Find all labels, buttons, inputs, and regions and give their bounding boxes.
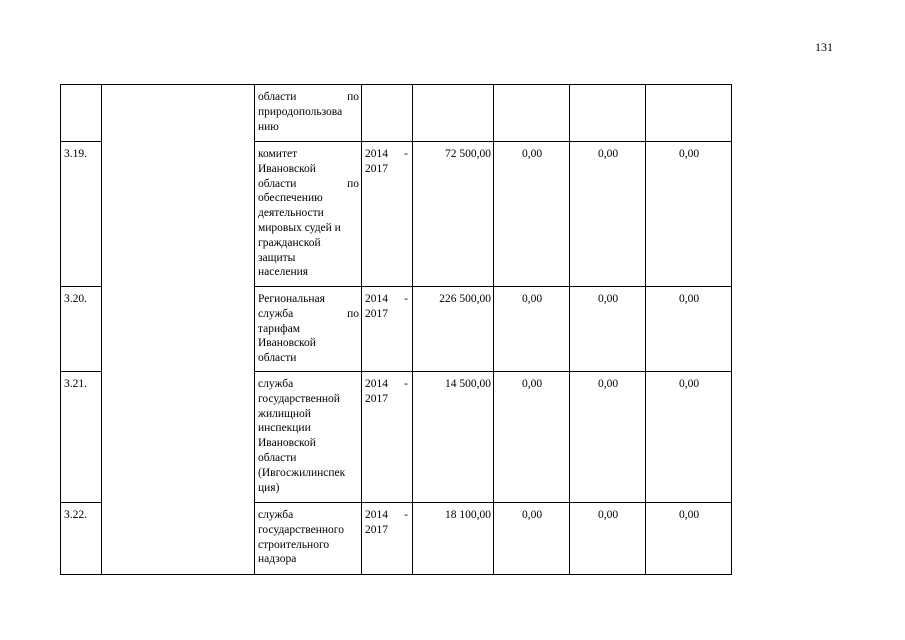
executor-name-word: государственного	[258, 523, 344, 536]
executor-name-line	[258, 265, 359, 280]
executor-name-word: тарифам	[258, 322, 301, 335]
executor-name-line	[258, 421, 359, 436]
period-end: 2017	[365, 162, 388, 175]
executor-name-word: служба	[258, 378, 294, 390]
amount-v3	[646, 85, 732, 142]
amount-v1	[494, 85, 570, 142]
executor-name-line	[258, 466, 359, 481]
executor-name-line	[258, 407, 359, 422]
executor-name	[255, 372, 362, 503]
executor-name-word: области	[258, 451, 297, 464]
amount-v1: 0,00	[494, 372, 570, 503]
executor-name-line	[258, 191, 359, 206]
executor-name-line	[258, 147, 359, 162]
amount-v3: 0,00	[646, 142, 732, 287]
executor-name-line	[258, 307, 359, 322]
executor-name-line	[258, 236, 359, 251]
executor-name-word: Ивановской	[258, 437, 316, 450]
executor-name-line	[258, 206, 359, 221]
executor-name-line	[258, 90, 359, 105]
executor-name-word: по	[347, 307, 359, 320]
executor-name-line	[258, 105, 359, 120]
executor-name-word: Ивановской	[258, 337, 316, 350]
executor-name-word: (Ивгосжилинспек	[258, 466, 346, 479]
executor-name-word: природопользова	[258, 105, 343, 118]
executor-name-line	[258, 162, 359, 177]
executor-name-word: надзора	[258, 553, 297, 566]
executor-name-line	[258, 251, 359, 266]
executor-name-word: Региональная	[258, 293, 325, 305]
executor-name-word: области	[258, 352, 297, 365]
total-amount	[413, 85, 494, 142]
executor-name-line	[258, 436, 359, 451]
amount-v1: 0,00	[494, 142, 570, 287]
amount-v2: 0,00	[570, 287, 646, 372]
page-number: 131	[815, 40, 833, 54]
period-cell	[362, 142, 413, 287]
table-body	[61, 85, 732, 575]
amount-v2	[570, 85, 646, 142]
executor-name-line	[258, 392, 359, 407]
total-amount: 18 100,00	[413, 503, 494, 575]
executor-name-word: инспекции	[258, 422, 311, 435]
period-end: 2017	[365, 523, 388, 536]
executor-name-word: жилищной	[258, 407, 311, 420]
program-cell	[102, 85, 255, 575]
total-amount: 226 500,00	[413, 287, 494, 372]
executor-name-word: по	[347, 177, 359, 190]
period-dash: -	[404, 293, 408, 305]
amount-v1: 0,00	[494, 503, 570, 575]
executor-name-line	[258, 552, 359, 567]
amount-v2: 0,00	[570, 372, 646, 503]
period-end: 2017	[365, 307, 388, 320]
executor-name-word: защиты	[258, 251, 296, 264]
executor-name-word: гражданской	[258, 236, 321, 249]
period-end: 2017	[365, 392, 388, 405]
executor-name-word: мировых судей и	[258, 221, 341, 234]
executor-name-line	[258, 351, 359, 366]
amount-v3: 0,00	[646, 503, 732, 575]
executor-name-word: деятельности	[258, 207, 324, 220]
executor-name-word: комитет	[258, 148, 298, 160]
row-number: 3.19.	[61, 142, 102, 287]
executor-name-word: государственной	[258, 392, 340, 405]
executor-name-word: области	[258, 177, 297, 190]
amount-v2: 0,00	[570, 142, 646, 287]
executor-name-word: нию	[258, 120, 279, 133]
executor-name-line	[258, 322, 359, 337]
executor-name-line	[258, 451, 359, 466]
executor-name-word: обеспечению	[258, 192, 323, 205]
table-row	[61, 85, 732, 142]
executor-name-word: Ивановской	[258, 162, 316, 175]
row-number: 3.22.	[61, 503, 102, 575]
executor-name-line	[258, 538, 359, 553]
executor-name-line	[258, 508, 359, 523]
period-cell	[362, 287, 413, 372]
executor-name-line	[258, 177, 359, 192]
budget-table	[60, 84, 732, 575]
period-dash: -	[404, 509, 408, 521]
executor-name-word: ция)	[258, 481, 280, 494]
executor-name-word: служба	[258, 509, 294, 521]
executor-name-word: области	[258, 91, 297, 103]
amount-v2: 0,00	[570, 503, 646, 575]
executor-name-word: служба	[258, 307, 294, 320]
executor-name-word: населения	[258, 266, 309, 279]
executor-name-line	[258, 221, 359, 236]
row-number: 3.20.	[61, 287, 102, 372]
period-dash: -	[404, 148, 408, 160]
period-start: 2014	[365, 148, 388, 160]
executor-name-line	[258, 523, 359, 538]
executor-name-line	[258, 120, 359, 135]
executor-name	[255, 287, 362, 372]
period-dash: -	[404, 378, 408, 390]
executor-name	[255, 85, 362, 142]
row-number: 3.21.	[61, 372, 102, 503]
row-number	[61, 85, 102, 142]
total-amount: 14 500,00	[413, 372, 494, 503]
executor-name	[255, 142, 362, 287]
executor-name-line	[258, 292, 359, 307]
executor-name-word: строительного	[258, 538, 330, 551]
amount-v3: 0,00	[646, 372, 732, 503]
period-start: 2014	[365, 293, 388, 305]
period-cell	[362, 85, 413, 142]
period-cell	[362, 372, 413, 503]
total-amount: 72 500,00	[413, 142, 494, 287]
executor-name-line	[258, 336, 359, 351]
executor-name-line	[258, 481, 359, 496]
period-start: 2014	[365, 509, 388, 521]
executor-name-word: по	[347, 91, 359, 103]
executor-name-line	[258, 377, 359, 392]
period-start: 2014	[365, 378, 388, 390]
executor-name	[255, 503, 362, 575]
amount-v1: 0,00	[494, 287, 570, 372]
period-cell	[362, 503, 413, 575]
amount-v3: 0,00	[646, 287, 732, 372]
